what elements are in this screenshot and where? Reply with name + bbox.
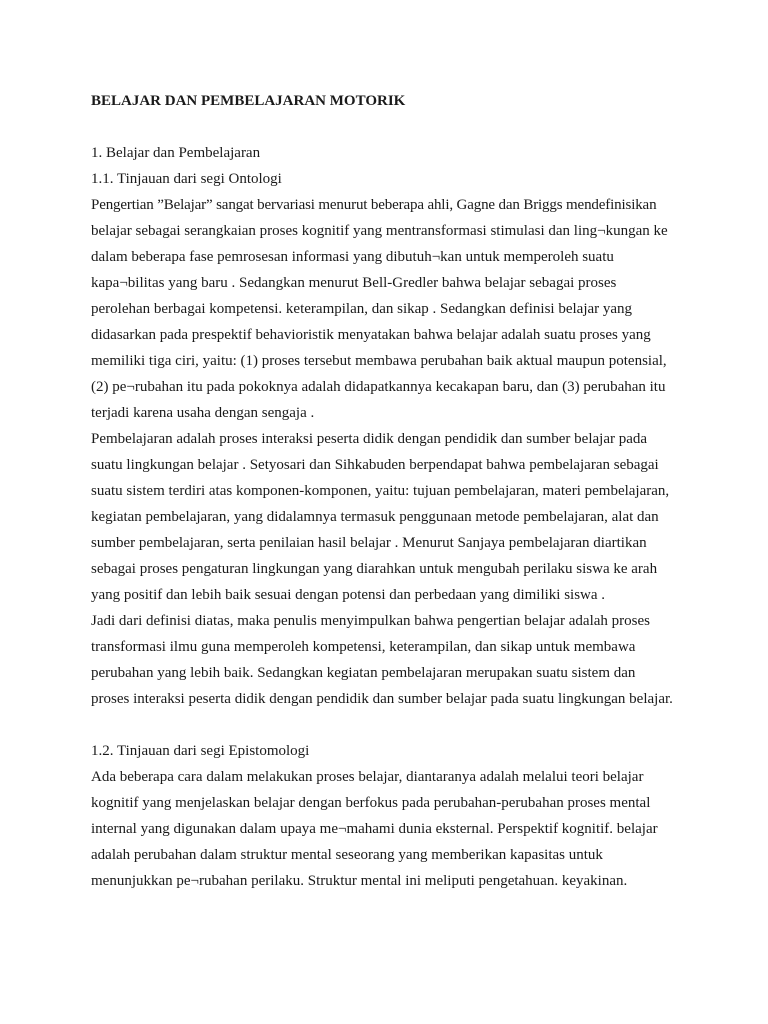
paragraph-line: sumber pembelajaran, serta penilaian hasil belajar . Menurut Sanjaya pembelajaran diartikan: [91, 535, 647, 551]
paragraph-line: kapa¬bilitas yang baru . Sedangkan menurut Bell-Gredler bahwa belajar sebagai proses: [91, 275, 617, 291]
section-1-1-heading: 1.1. Tinjauan dari segi Ontologi: [91, 171, 282, 187]
paragraph-line: suatu lingkungan belajar . Setyosari dan Sihkabuden berpendapat bahwa pembelajaran sebagai: [91, 457, 659, 473]
paragraph-line: menunjukkan pe¬rubahan perilaku. Struktur mental ini meliputi pengetahuan. keyakinan.: [91, 873, 628, 889]
paragraph-spacer: [91, 712, 691, 738]
paragraph-line: sebagai proses pengaturan lingkungan yang diarahkan untuk mengubah perilaku siswa ke arah: [91, 561, 658, 577]
paragraph-line: belajar sebagai serangkaian proses kognitif yang mentransformasi stimulasi dan ling¬kungan ke: [91, 223, 668, 239]
section-1-2-heading: 1.2. Tinjauan dari segi Epistomologi: [91, 743, 310, 759]
paragraph-line: suatu sistem terdiri atas komponen-komponen, yaitu: tujuan pembelajaran, materi pembelajaran,: [91, 483, 670, 499]
paragraph-kesimpulan: [91, 608, 691, 712]
paragraph-line: terjadi karena usaha dengan sengaja .: [91, 405, 315, 421]
paragraph-line: Pembelajaran adalah proses interaksi peserta didik dengan pendidik dan sumber belajar pada: [91, 431, 648, 447]
paragraph-ontologi-belajar: [91, 192, 691, 426]
paragraph-epistomologi: [91, 764, 691, 894]
paragraph-line: perolehan berbagai kompetensi. keterampilan, dan sikap . Sedangkan definisi belajar yang: [91, 301, 633, 317]
document-body: [91, 88, 691, 894]
paragraph-line: adalah perubahan dalam struktur mental seseorang yang memberikan kapasitas untuk: [91, 847, 603, 863]
paragraph-line: perubahan yang lebih baik. Sedangkan kegiatan pembelajaran merupakan suatu sistem dan: [91, 665, 636, 681]
section-1-heading: 1. Belajar dan Pembelajaran: [91, 145, 261, 161]
paragraph-line: Pengertian ”Belajar” sangat bervariasi menurut beberapa ahli, Gagne dan Briggs mendefinisikan: [91, 197, 657, 213]
paragraph-line: yang positif dan lebih baik sesuai dengan potensi dan perbedaan yang dimiliki siswa .: [91, 587, 606, 603]
paragraph-line: transformasi ilmu guna memperoleh kompetensi, keterampilan, dan sikap untuk membawa: [91, 639, 636, 655]
paragraph-line: kognitif yang menjelaskan belajar dengan berfokus pada perubahan-perubahan proses mental: [91, 795, 651, 811]
paragraph-line: Jadi dari definisi diatas, maka penulis menyimpulkan bahwa pengertian belajar adalah proses: [91, 613, 650, 629]
paragraph-line: kegiatan pembelajaran, yang didalamnya termasuk penggunaan metode pembelajaran, alat dan: [91, 509, 659, 525]
document-title: BELAJAR DAN PEMBELAJARAN MOTORIK: [91, 93, 406, 109]
paragraph-line: proses interaksi peserta didik dengan pendidik dan sumber belajar pada suatu lingkungan belajar.: [91, 691, 673, 707]
paragraph-line: dalam beberapa fase pemrosesan informasi yang dibutuh¬kan untuk memperoleh suatu: [91, 249, 614, 265]
paragraph-line: didasarkan pada prespektif behavioristik menyatakan bahwa belajar adalah suatu proses yang: [91, 327, 651, 343]
paragraph-line: memiliki tiga ciri, yaitu: (1) proses tersebut membawa perubahan baik aktual maupun potensial,: [91, 353, 667, 369]
paragraph-line: (2) pe¬rubahan itu pada pokoknya adalah didapatkannya kecakapan baru, dan (3) perubahan itu: [91, 379, 666, 395]
paragraph-line: internal yang digunakan dalam upaya me¬mahami dunia eksternal. Perspektif kognitif. belajar: [91, 821, 658, 837]
paragraph-pembelajaran: [91, 426, 691, 608]
paragraph-line: Ada beberapa cara dalam melakukan proses belajar, diantaranya adalah melalui teori belajar: [91, 769, 644, 785]
